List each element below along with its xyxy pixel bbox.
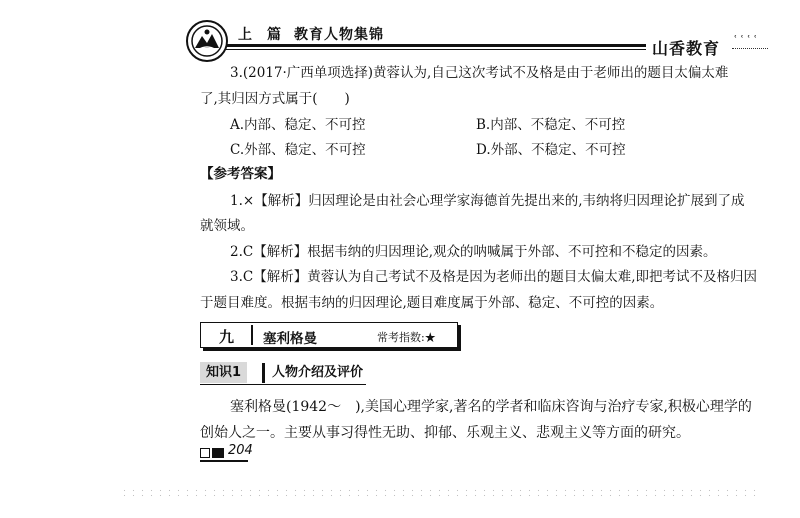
- page-marker-icon: [200, 448, 210, 458]
- answer-3-line2: 于题目难度。根据韦纳的归因理论,题目难度属于外部、稳定、不可控的因素。: [200, 295, 664, 311]
- page-number: 204: [228, 443, 253, 458]
- knowledge-divider: [262, 363, 265, 383]
- answer-1-line2: 就领域。: [200, 218, 254, 234]
- section-title: 塞利格曼: [263, 331, 317, 347]
- question-text-line2: 了,其归因方式属于( ): [200, 91, 350, 107]
- section-number: 九: [219, 328, 235, 346]
- page-marker-block-icon: [212, 448, 224, 458]
- header-rule-thin: [226, 49, 646, 50]
- scan-noise: [120, 488, 760, 498]
- answers-heading: 【参考答案】: [200, 166, 281, 182]
- header-rule: [226, 44, 646, 47]
- knowledge-point-label: [200, 362, 366, 385]
- publisher-logo-icon: [186, 20, 228, 62]
- answer-1-line1: 1.×【解析】归因理论是由社会心理学家海德首先提出来的,韦纳将归因理论扩展到了成: [230, 193, 745, 209]
- bio-paragraph-line2: 创始人之一。主要从事习得性无助、抑郁、乐观主义、悲观主义等方面的研究。: [200, 425, 690, 441]
- option-d: D.外部、不稳定、不可控: [476, 142, 626, 158]
- header-chapter-title: 教育人物集锦: [294, 27, 384, 43]
- option-a: A.内部、稳定、不可控: [230, 117, 366, 133]
- page-number-rule: [200, 460, 248, 462]
- section-divider: [251, 325, 253, 345]
- option-c: C.外部、稳定、不可控: [230, 142, 366, 158]
- knowledge-title: 人物介绍及评价: [272, 365, 364, 380]
- answer-3-line1: 3.C【解析】黄蓉认为自己考试不及格是因为老师出的题目太偏太难,即把考试不及格归因: [230, 269, 757, 285]
- exam-frequency-rating: 常考指数:★: [377, 331, 436, 344]
- brand-name: 山香教育: [652, 39, 721, 58]
- question-text-line1: 3.(2017·广西单项选择)黄蓉认为,自己这次考试不及格是由于老师出的题目太偏太难: [230, 65, 729, 81]
- brand-decoration: ʿʿʿʿ: [732, 33, 759, 46]
- option-b: B.内部、不稳定、不可控: [476, 117, 626, 133]
- header-part: 上: [238, 27, 253, 43]
- knowledge-tag: 知识1: [200, 362, 247, 383]
- bio-paragraph-line1: 塞利格曼(1942～ ),美国心理学家,著名的学者和临床咨询与治疗专家,积极心理学的: [230, 399, 752, 415]
- answer-2: 2.C【解析】根据韦纳的归因理论,观众的呐喊属于外部、不可控和不稳定的因素。: [230, 244, 717, 260]
- running-header: [238, 24, 384, 44]
- brand-rule: [732, 48, 768, 49]
- header-part-suffix: 篇: [267, 27, 282, 43]
- section-heading-box: [200, 322, 458, 348]
